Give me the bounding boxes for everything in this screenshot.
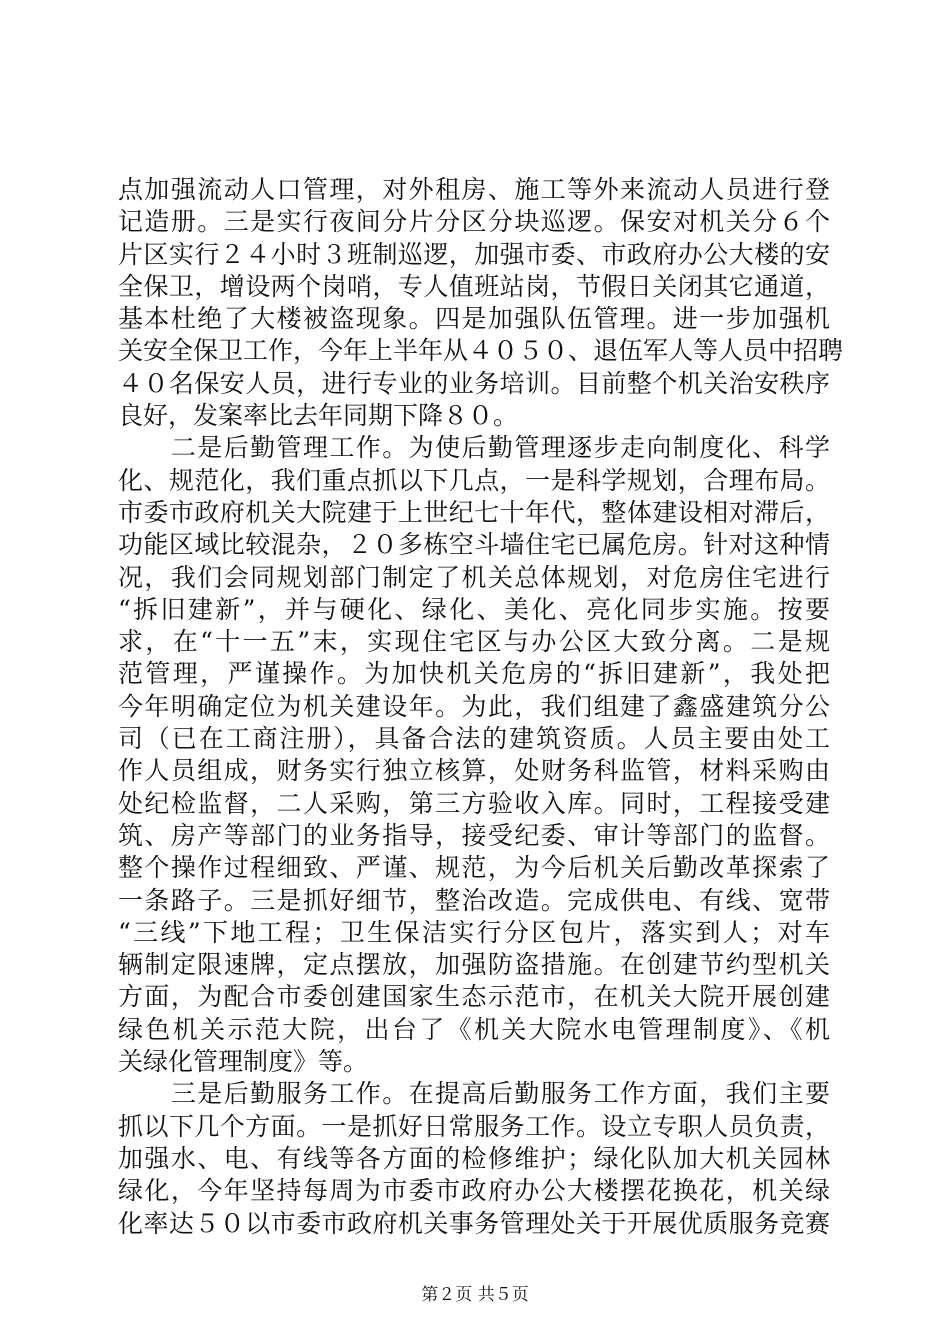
paragraph-start-line: 三是后勤服务工作。在提高后勤服务工作方面，我们主要 — [118, 1079, 830, 1109]
text-line: 筑、房产等部门的业务指导，接受纪委、审计等部门的监督。 — [118, 820, 830, 850]
text-line: 化率达５０以市委市政府机关事务管理处关于开展优质服务竞赛 — [118, 1208, 830, 1238]
text-line: 绿色机关示范大院，出台了《机关大院水电管理制度》、《机 — [118, 1014, 830, 1044]
text-line: 范管理，严谨操作。为加快机关危房的“拆旧建新”，我处把 — [118, 659, 830, 689]
text-line: 绿化，今年坚持每周为市委市政府办公大楼摆花换花，机关绿 — [118, 1176, 830, 1206]
text-line: 全保卫，增设两个岗哨，专人值班站岗，节假日关闭其它通道， — [118, 271, 830, 301]
text-line: 司（已在工商注册），具备合法的建筑资质。人员主要由处工 — [118, 724, 830, 754]
paragraph-end-line: 良好，发案率比去年同期下降８０。 — [118, 401, 519, 431]
text-line: ４０名保安人员，进行专业的业务培训。目前整个机关治安秩序 — [118, 368, 830, 398]
text-line: 市委市政府机关大院建于上世纪七十年代，整体建设相对滞后， — [118, 497, 830, 527]
text-line: 关安全保卫工作，今年上半年从４０５０、退伍军人等人员中招聘 — [118, 336, 844, 366]
text-line: 功能区域比较混杂，２０多栋空斗墙住宅已属危房。针对这种情 — [118, 530, 830, 560]
text-line: 况，我们会同规划部门制定了机关总体规划，对危房住宅进行 — [118, 562, 830, 592]
text-line: “拆旧建新”，并与硬化、绿化、美化、亮化同步实施。按要 — [118, 594, 830, 624]
text-line: 今年明确定位为机关建设年。为此，我们组建了鑫盛建筑分公 — [118, 691, 830, 721]
text-line: 记造册。三是实行夜间分片分区分块巡逻。保安对机关分６个 — [118, 207, 830, 237]
text-line: 作人员组成，财务实行独立核算，处财务科监管，材料采购由 — [118, 756, 830, 786]
text-line: 处纪检监督，二人采购，第三方验收入库。同时，工程接受建 — [118, 788, 830, 818]
paragraph-start-line: 二是后勤管理工作。为使后勤管理逐步走向制度化、科学 — [118, 433, 830, 463]
text-line: 方面，为配合市委创建国家生态示范市，在机关大院开展创建 — [118, 982, 830, 1012]
text-line: 一条路子。三是抓好细节，整治改造。完成供电、有线、宽带 — [118, 885, 830, 915]
text-line: 求，在“十一五”末，实现住宅区与办公区大致分离。二是规 — [118, 627, 830, 657]
page-footer — [0, 1284, 950, 1306]
text-line: 基本杜绝了大楼被盗现象。四是加强队伍管理。进一步加强机 — [118, 304, 830, 334]
text-line: 点加强流动人口管理，对外租房、施工等外来流动人员进行登 — [118, 175, 830, 204]
text-line: 抓以下几个方面。一是抓好日常服务工作。设立专职人员负责， — [118, 1111, 830, 1141]
text-line: 加强水、电、有线等各方面的检修维护；绿化队加大机关园林 — [118, 1143, 830, 1173]
paragraph-end-line: 关绿化管理制度》等。 — [118, 1047, 369, 1077]
text-line: 片区实行２４小时３班制巡逻，加强市委、市政府办公大楼的安 — [118, 239, 830, 269]
text-line: 化、规范化，我们重点抓以下几点，一是科学规划，合理布局。 — [118, 465, 830, 495]
page-number-indicator: 第２页 共５页 — [421, 1285, 529, 1305]
document-body — [118, 174, 844, 1240]
text-line: 整个操作过程细致、严谨、规范，为今后机关后勤改革探索了 — [118, 853, 830, 883]
text-line: “三线”下地工程；卫生保洁实行分区包片，落实到人；对车 — [118, 917, 830, 947]
text-line: 辆制定限速牌，定点摆放，加强防盗措施。在创建节约型机关 — [118, 950, 830, 980]
